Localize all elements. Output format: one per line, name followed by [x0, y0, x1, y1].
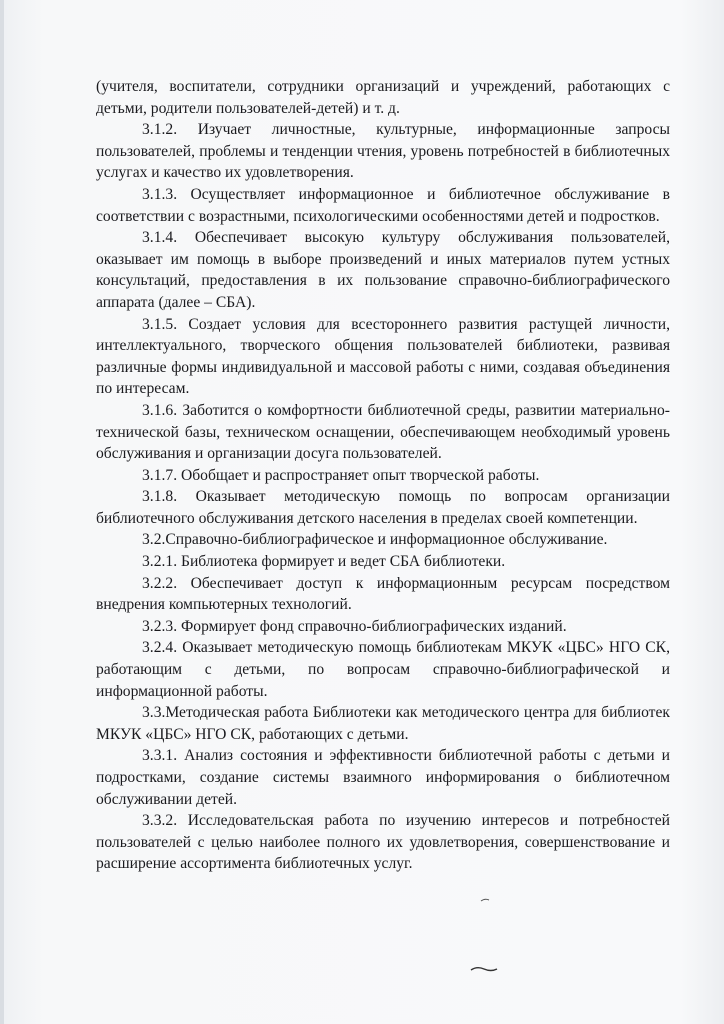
paragraph-3-2-2: 3.2.2. Обеспечивает доступ к информационным ресурсам посредством внедрения компьютерных технологий. [96, 574, 670, 614]
paragraph-3-2-3: 3.2.3. Формирует фонд справочно-библиографических изданий. [142, 617, 567, 635]
paragraph-3-1-6: 3.1.6. Заботится о комфортности библиотечной среды, развитии материально-технической базы, техническом оснащении, обеспечивающем необходимый уровень обслуживания и организации досуга пользователей. [96, 401, 670, 463]
paragraph-3-2-4: 3.2.4. Оказывает методическую помощь библиотекам МКУК «ЦБС» НГО СК, работающим с детьми, по вопросам справочно-библиографической и информационной работы. [96, 639, 670, 700]
document-body [96, 76, 670, 875]
paragraph-3-1-2: 3.1.2. Изучает личностные, культурные, информационные запросы пользователей, проблемы и тенденции чтения, уровень потребностей в библиотечных услугах и качество их удовлетворения. [96, 121, 670, 182]
paragraph-3-1-7: 3.1.7. Обобщает и распространяет опыт творческой работы. [142, 466, 540, 484]
section-heading-3-3: 3.3.Методическая работа Библиотеки как методического центра для библиотек МКУК «ЦБС» НГО СК, работающих с детьми. [96, 704, 670, 743]
paragraph-3-3-1: 3.3.1. Анализ состояния и эффективности библиотечной работы с детьми и подростками, создание системы взаимного информирования о библиотечном обслуживании детей. [96, 747, 670, 808]
paragraph-3-1-4: 3.1.4. Обеспечивает высокую культуру обслуживания пользователей, оказывает им помощь в выборе произведений и иных материалов путем устных консультаций, предоставления в их пользование справочно-библиографического аппарата (далее – СБА). [96, 229, 670, 311]
paragraph-3-3-2: 3.3.2. Исследовательская работа по изучению интересов и потребностей пользователей с целью наиболее полного их удовлетворения, совершенствование и расширение ассортимента библиотечных услуг. [96, 812, 670, 873]
paragraph-continuation: (учителя, воспитатели, сотрудники организаций и учреждений, работающих с детьми, родители пользователей-детей) и т. д. [96, 78, 670, 117]
paragraph-3-1-8: 3.1.8. Оказывает методическую помощь по вопросам организации библиотечного обслуживания детского населения в пределах своей компетенции. [96, 488, 670, 527]
paragraph-3-2-1: 3.2.1. Библиотека формирует и ведет СБА библиотеки. [142, 553, 506, 571]
paragraph-3-1-5: 3.1.5. Создает условия для всестороннего развития растущей личности, интеллектуального, творческого общения пользователей библиотеки, развивая различные формы индивидуальной и массовой работы с ними, создавая объединения по интересам. [96, 315, 670, 398]
scan-speck [480, 898, 490, 902]
section-heading-3-2: 3.2.Справочно-библиографическое и информационное обслуживание. [142, 531, 608, 549]
paragraph-3-1-3: 3.1.3. Осуществляет информационное и библиотечное обслуживание в соответствии с возрастными, психологическими особенностями детей и подростков. [96, 185, 670, 225]
scan-mark [470, 966, 498, 972]
scan-edge [0, 0, 4, 1024]
